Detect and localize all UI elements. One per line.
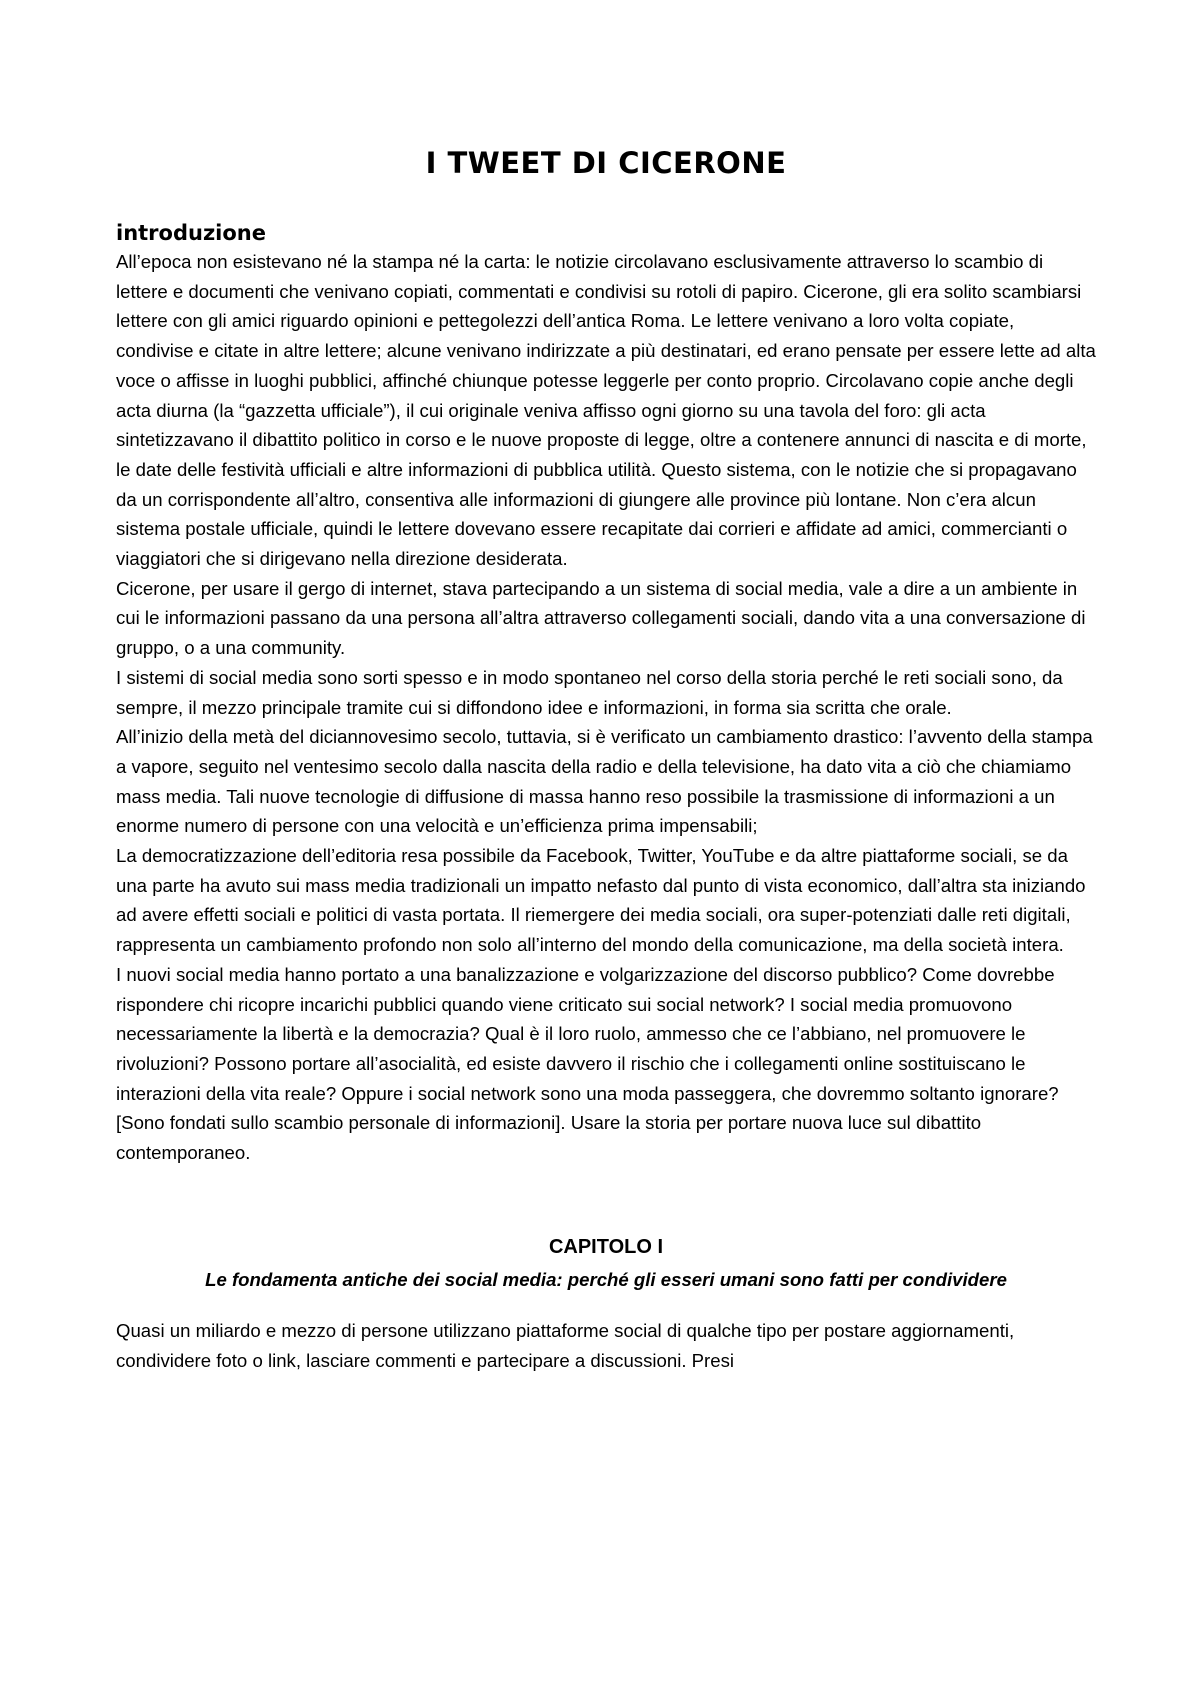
chapter-paragraph: Quasi un miliardo e mezzo di persone utilizzano piattaforme social di qualche tipo per postare aggiornamenti, condividere foto o link, lasciare commenti e partecipare a discussioni. Presi bbox=[116, 1319, 1015, 1371]
document-title: I TWEET DI CICERONE bbox=[425, 146, 787, 180]
intro-heading: introduzione bbox=[116, 221, 266, 245]
intro-paragraph: I nuovi social media hanno portato a una banalizzazione e volgarizzazione del discorso pubblico? Come dovrebbe rispondere chi ricopre incarichi pubblici quando viene criticato sui social network? I social media promuovono necessariamente la libertà e la democrazia? Qual è il loro ruolo, ammesso che ce l’abbiano, nel promuovere le rivoluzioni? Possono portare all’asocialità, ed esiste davvero il rischio che i collegamenti online sostituiscano le interazioni della vita reale? Oppure i social network sono una moda passeggera, che dovremmo soltanto ignorare? [Sono fondati sullo scambio personale di informazioni]. Usare la storia per portare nuova luce sul dibattito contemporaneo. bbox=[116, 963, 1059, 1164]
document-page bbox=[116, 0, 1096, 1375]
intro-paragraph: All’epoca non esistevano né la stampa né la carta: le notizie circolavano esclusivamente attraverso lo scambio di lettere e documenti che venivano copiati, commentati e condivisi su rotoli di papiro. Cicerone, gli era solito scambiarsi lettere con gli amici riguardo opinioni e pettegolezzi dell’antica Roma. Le lettere venivano a loro volta copiate, condivise e citate in altre lettere; alcune venivano indirizzate a più destinatari, ed erano pensate per essere lette ad alta voce o affisse in luoghi pubblici, affinché chiunque potesse leggerle per conto proprio. Circolavano copie anche degli acta diurna (la “gazzetta ufficiale”), il cui originale veniva affisso ogni giorno su una tavola del foro: gli acta sintetizzavano il dibattito politico in corso e le nuove proposte di legge, oltre a contenere annunci di nascita e di morte, le date delle festività ufficiali e altre informazioni di pubblica utilità. Questo sistema, con le notizie che si propagavano da un corrispondente all’altro, consentiva alle informazioni di giungere alle province più lontane. Non c’era alcun sistema postale ufficiale, quindi le lettere dovevano essere recapitate dai corrieri e affidate ad amici, commercianti o viaggiatori che si dirigevano nella direzione desiderata. bbox=[116, 251, 1096, 570]
chapter-body bbox=[116, 1316, 1096, 1375]
chapter-title: CAPITOLO I bbox=[548, 1235, 664, 1258]
intro-paragraph: I sistemi di social media sono sorti spesso e in modo spontaneo nel corso della storia perché le reti sociali sono, da sempre, il mezzo principale tramite cui si diffondono idee e informazioni, in forma sia scritta che orale. bbox=[116, 666, 1063, 718]
intro-paragraph: La democratizzazione dell’editoria resa possibile da Facebook, Twitter, YouTube e da altre piattaforme sociali, se da una parte ha avuto sui mass media tradizionali un impatto nefasto dal punto di vista economico, dall’altra sta iniziando ad avere effetti sociali e politici di vasta portata. Il riemergere dei media sociali, ora super-potenziati dalle reti digitali, rappresenta un cambiamento profondo non solo all’interno del mondo della comunicazione, ma della società intera. bbox=[116, 845, 1086, 956]
intro-paragraph: Cicerone, per usare il gergo di internet, stava partecipando a un sistema di social media, vale a dire a un ambiente in cui le informazioni passano da una persona all’altra attraverso collegamenti sociali, dando vita a una conversazione di gruppo, o a una community. bbox=[116, 577, 1086, 659]
intro-body bbox=[116, 247, 1096, 1168]
chapter-subtitle: Le fondamenta antiche dei social media: perché gli esseri umani sono fatti per condividere bbox=[205, 1268, 1007, 1290]
intro-paragraph: All’inizio della metà del diciannovesimo secolo, tuttavia, si è verificato un cambiamento drastico: l’avvento della stampa a vapore, seguito nel ventesimo secolo dalla nascita della radio e della televisione, ha dato vita a ciò che chiamiamo mass media. Tali nuove tecnologie di diffusione di massa hanno reso possibile la trasmissione di informazioni a un enorme numero di persone con una velocità e un’efficienza prima impensabili; bbox=[116, 726, 1093, 837]
